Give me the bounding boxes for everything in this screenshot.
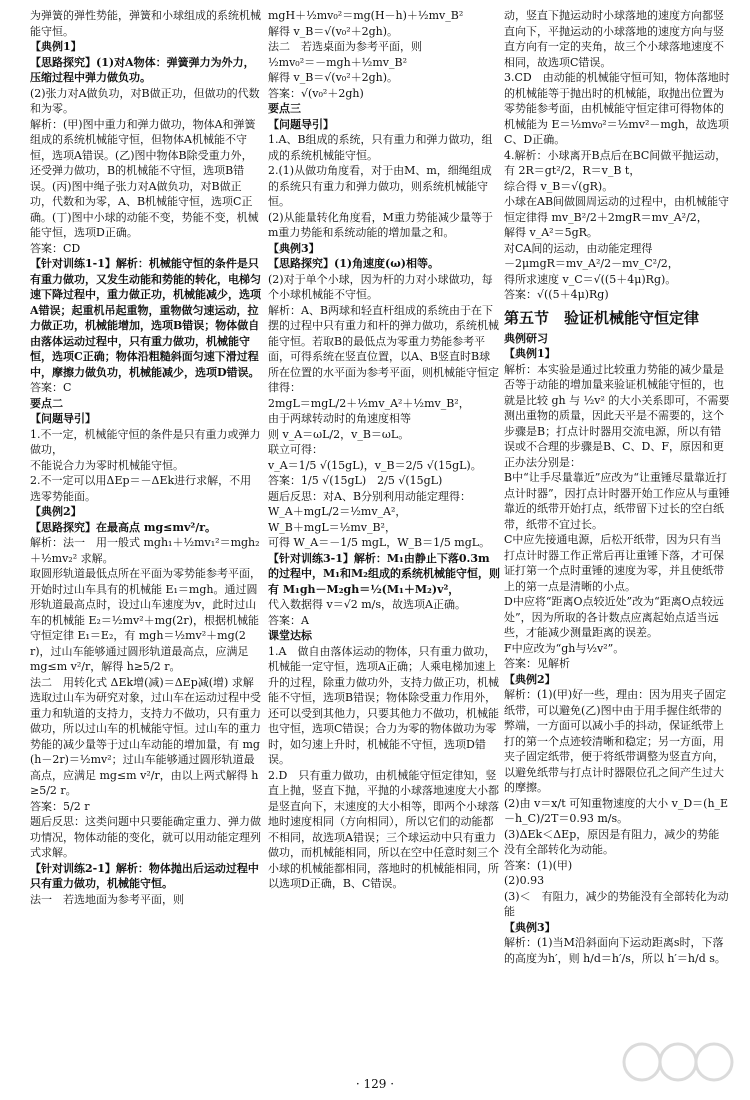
col2-paragraph: 【思路探究】(1)角速度(ω)相等。 xyxy=(268,257,439,270)
column-left xyxy=(30,8,262,1070)
col3-paragraph: 答案：√((5＋4μ)Rg) xyxy=(504,288,609,301)
col2-paragraph: 可得 W_A＝－1/5 mgL，W_B＝1/5 mgL。 xyxy=(268,536,491,549)
col3-paragraph: 动，竖直下抛运动时小球落地的速度方向都竖直向下，平抛运动的小球落地的速度方向与竖直方向有一定的夹角，故三个小球落地速度不相同，故选项C错误。 xyxy=(504,9,724,69)
col3-paragraph: －2μmgR＝mv_A²/2－mv_C²/2， xyxy=(504,257,679,270)
col2-paragraph: 法二 若选桌面为参考平面，则 xyxy=(268,40,422,53)
col2-paragraph: 解得 v_B＝√(v₀²＋2gh)。 xyxy=(268,24,399,38)
col3-paragraph: 得所求速度 v_C＝√((5＋4μ)Rg)。 xyxy=(504,272,677,286)
col2-paragraph: 联立可得： xyxy=(268,443,323,456)
col1-paragraph: 答案：C xyxy=(30,381,72,394)
col2-paragraph: 解得 v_B＝√(v₀²＋2gh)。 xyxy=(268,71,399,84)
col3-paragraph: D中应将“距离O点较近处”改为“距离O点较远处”，因为所取的各计数点应离起始点适当远些，才能减少测量距离的误差。 xyxy=(504,595,724,639)
col3-paragraph: 解析：本实验是通过比较重力势能的减少量是否等于动能的增加量来验证机械能守恒的，也就是比较 gh 与 ½v² 的大小关系即可，不需要测出重物的质量，因此天平是不需要的，这个步骤是B；打点计时器用交流电源，所以有错误或不合理的步骤是B、C、D、F，原因和更正办法分别是： xyxy=(504,362,730,469)
col1-paragraph: 1.不一定，机械能守恒的条件是只有重力或弹力做功， xyxy=(30,427,261,456)
col3-paragraph: 第五节 验证机械能守恒定律 xyxy=(504,308,700,327)
col3-paragraph: 解得 v_A²＝5gR。 xyxy=(504,226,598,239)
col3-paragraph: 综合得 v_B＝√(gR)。 xyxy=(504,179,614,193)
col2-paragraph: v_A＝1/5 √(15gL)，v_B＝2/5 √(15gL)。 xyxy=(268,458,482,472)
col2-paragraph: 课堂达标 xyxy=(268,629,312,642)
col3-paragraph: 答案：见解析 xyxy=(504,657,570,670)
col2-paragraph: (2)从能量转化角度看，M重力势能减少量等于m重力势能和系统动能的增加量之和。 xyxy=(268,210,493,239)
col2-paragraph: ½mv₀²＝－mgh＋½mv_B² xyxy=(268,55,407,69)
col2-paragraph: 1.A、B组成的系统，只有重力和弹力做功，组成的系统机械能守恒。 xyxy=(268,133,493,162)
col1-paragraph: 取圆形轨道最低点所在平面为零势能参考平面，开始时过山车具有的机械能 E₁＝mgh。通过圆形轨道最高点时，设过山车速度为v，此时过山车的机械能 E₂＝½mv²＋mg(2r)，根据机械能守恒定律 E₁＝E₂，有 mgh＝½mv²＋mg(2r)，过山车能够通过圆形轨道最高点，应满足 mg≤m v²/r，解得 h≥5/2 r。 xyxy=(30,567,261,673)
col2-paragraph: 则 v_A＝ωL/2，v_B＝ωL。 xyxy=(268,427,410,441)
col1-paragraph: 【问题导引】 xyxy=(30,412,96,425)
col2-paragraph: 【针对训练3-1】解析：M₁由静止下落0.3m的过程中，M₁和M₂组成的系统机械能守恒，则有 M₁gh－M₂gh＝½(M₁＋M₂)v²， xyxy=(268,551,500,596)
col1-paragraph: 【典例2】 xyxy=(30,505,82,518)
col1-paragraph: 为弹簧的弹性势能，弹簧和小球组成的系统机械能守恒。 xyxy=(30,9,261,38)
col3-paragraph: 【典例2】 xyxy=(504,672,556,686)
col2-paragraph: 由于两球转动时的角速度相等 xyxy=(268,412,411,425)
col1-paragraph: 不能说合力为零时机械能守恒。 xyxy=(30,458,184,472)
col3-paragraph: 解析：(1)(甲)好一些，理由：因为用夹子固定纸带，可以避免(乙)图中由于用手握住纸带的弊端，一方面可以减小手的抖动，保证纸带上打的第一个点迹较清晰和稳定；另一方面，用夹子固定纸带，便于将纸带调整为竖直方向，以避免纸带与打点计时器限位孔之间产生过大的摩擦。 xyxy=(504,688,727,794)
col3-paragraph: F中应改为“gh与½v²”。 xyxy=(504,641,625,655)
col3-paragraph: 小球在AB间做圆周运动的过程中，由机械能守恒定律得 mv_B²/2＋2mgR＝mv_A²/2， xyxy=(504,195,730,224)
col2-paragraph: 【问题导引】 xyxy=(268,117,334,131)
col2-paragraph: 2.D 只有重力做功，由机械能守恒定律知，竖直上抛，竖直下抛，平抛的小球落地速度大小都是竖直向下，末速度的大小相等，即两个小球落地时速度相同（方向相同），所以它们的动能都不相同，故选项A错误；三个球运动中只有重力做功，而机械能相同，所以在空中任意时刻三个小球的机械能都相同，落地时的机械能相同，所以选项D正确，B、C错误。 xyxy=(268,768,499,890)
col1-paragraph: 【针对训练1-1】解析：机械能守恒的条件是只有重力做功，又发生动能和势能的转化，电梯匀速下降过程中，重力做正功，机械能减少，选项A错误；起重机吊起重物，重物做匀速运动，拉力做正功，机械能增加，选项B错误；物体做自由落体运动过程中，只有重力做功，机械能守恒，选项C正确；物体沿粗糙斜面匀速下滑过程中，摩擦力做负功，机械能减少，选项D错误。 xyxy=(30,257,261,379)
col2-paragraph: 答案：√(v₀²＋2gh) xyxy=(268,86,364,100)
col2-paragraph: 解析：A、B两球和轻直杆组成的系统由于在下摆的过程中只有重力和杆的弹力做功，系统机械能守恒。若取B的最低点为零重力势能参考平面，可得系统在竖直位置，以A、B竖直时B球所在位置的水平面为参考平面，则机械能守恒定律得： xyxy=(268,303,499,394)
watermark-logo xyxy=(620,1032,740,1092)
col3-paragraph: (3)＜ 有阻力，减少的势能没有全部转化为动能 xyxy=(504,889,729,918)
col3-paragraph: (2)由 v＝x/t 可知重物速度的大小 v_D＝(h_E－h_C)/2T＝0.93 m/s。 xyxy=(504,796,729,825)
col2-paragraph: 【典例3】 xyxy=(268,241,320,255)
col2-paragraph: 代入数据得 v＝√2 m/s，故选项A正确。 xyxy=(268,598,466,611)
column-right xyxy=(504,8,730,1070)
column-middle xyxy=(268,8,500,1070)
col1-paragraph: 【针对训练2-1】解析：物体抛出后运动过程中只有重力做功，机械能守恒。 xyxy=(30,861,259,890)
col3-paragraph: 典例研习 xyxy=(504,331,548,345)
col1-paragraph: 选取过山车为研究对象，过山车在运动过程中受重力和轨道的支持力，支持力不做功，只有重力做功，所以过山车的机械能守恒。过山车的重力势能的减少量等于过山车动能的增加量，有 mg(h－2r)＝½mv²；过山车能够通过圆形轨道最高点，应满足 mg≤m v²/r，由以上两式解得 h≥5/2 r。 xyxy=(30,691,261,797)
col3-paragraph: 3.CD 由动能的机械能守恒可知，物体落地时的机械能等于抛出时的机械能，取抛出位置为零势能参考面，由机械能守恒定律可得物体的机械能为 E＝½mv₀²＝½mv²－mgh，故选项C、D正确。 xyxy=(504,71,730,146)
col3-paragraph: 解析：(1)当M沿斜面向下运动距离s时，下落的高度为h′，则 h/d＝h′/s，所以 h′＝h/d s。 xyxy=(504,936,726,965)
col2-paragraph: 答案：1/5 √(15gL) 2/5 √(15gL) xyxy=(268,474,443,487)
col1-paragraph: 题后反思：这类问题中只要能确定重力、弹力做功情况，物体动能的变化，就可以用动能定理列式求解。 xyxy=(30,815,261,859)
col2-paragraph: W_B＋mgL＝½mv_B²， xyxy=(268,520,396,534)
col3-paragraph: 4.解析：小球离开B点后在BC间做平抛运动，有 2R＝gt²/2，R＝v_B t， xyxy=(504,148,727,177)
col1-paragraph: 解析：法一 用一般式 mgh₁＋½mv₁²＝mgh₂＋½mv₂² 求解。 xyxy=(30,536,260,565)
col2-paragraph: 答案：A xyxy=(268,613,309,627)
col1-paragraph: 答案：5/2 r xyxy=(30,799,90,813)
col1-paragraph: 法一 若选地面为参考平面，则 xyxy=(30,892,184,906)
page-number: · 129 · xyxy=(355,1077,395,1091)
col3-paragraph: 对CA间的运动，由动能定理得 xyxy=(504,241,653,255)
col1-paragraph: 法二 用转化式 ΔEk增(减)＝ΔEp减(增) 求解 xyxy=(30,675,254,689)
col1-paragraph: 要点二 xyxy=(30,396,63,410)
col1-paragraph: 【思路探究】(1)对A物体：弹簧弹力为外力，压缩过程中弹力做负功。 xyxy=(30,55,255,84)
col3-paragraph: B中“让手尽量靠近”应改为“让重锤尽量靠近打点计时器”，因打点计时器开始工作应从与重锤靠近的纸带开始打点，纸带留下过长的空白纸带，纸带不宜过长。 xyxy=(504,471,730,531)
col3-paragraph: (3)ΔEk＜ΔEp，原因是有阻力，减少的势能没有全部转化为动能。 xyxy=(504,827,720,856)
col1-paragraph: (2)张力对A做负功，对B做正功，但做功的代数和为零。 xyxy=(30,86,260,115)
col3-paragraph: 答案：(1)(甲) xyxy=(504,858,573,872)
col2-paragraph: (2)对于单个小球，因为杆的力对小球做功，每个小球机械能不守恒。 xyxy=(268,272,493,301)
col3-paragraph: (2)0.93 xyxy=(504,874,545,887)
col2-paragraph: 2mgL＝mgL/2＋½mv_A²＋½mv_B²， xyxy=(268,396,470,410)
col3-paragraph: 【典例3】 xyxy=(504,920,556,934)
col1-paragraph: 2.不一定可以用ΔEp＝－ΔEk进行求解，不用选零势能面。 xyxy=(30,474,252,503)
col2-paragraph: 2.(1)从做功角度看，对于由M、m，细绳组成的系统只有重力和弹力做功，则系统机械能守恒。 xyxy=(268,164,492,208)
col3-paragraph: C中应先接通电源，后松开纸带，因为只有当打点计时器工作正常后再让重锤下落，才可保证打第一个点时重锤的速度为零，并且使纸带上的第一点是清晰的小点。 xyxy=(504,533,724,593)
col2-paragraph: 要点三 xyxy=(268,102,301,115)
col2-paragraph: 题后反思：对A、B分别利用动能定理得： xyxy=(268,489,472,503)
col2-paragraph: mgH＋½mv₀²＝mg(H－h)＋½mv_B² xyxy=(268,9,464,22)
col1-paragraph: 【典例1】 xyxy=(30,40,82,53)
col2-paragraph: 1.A 做自由落体运动的物体，只有重力做功，机械能一定守恒，选项A正确；人乘电梯加速上升的过程，除重力做功外，支持力做正功，机械能不守恒，选项B错误；物体除受重力作用外，还可以受到其他力，只要其他力不做功，机械能也守恒，选项C错误；合力为零的物体做功为零时，如匀速上升时，机械能不守恒，选项D错误。 xyxy=(268,644,499,766)
col2-paragraph: W_A＋mgL/2＝½mv_A²， xyxy=(268,505,407,518)
col3-paragraph: 【典例1】 xyxy=(504,347,556,360)
col1-paragraph: 【思路探究】在最高点 mg≤mv²/r。 xyxy=(30,520,217,534)
col1-paragraph: 答案：CD xyxy=(30,241,81,255)
col1-paragraph: 解析：(甲)图中重力和弹力做功，物体A和弹簧组成的系统机械能守恒，但物体A机械能不守恒，选项A错误。(乙)图中物体B除受重力外，还受弹力做功，B的机械能不守恒，选项B错误。(丙)图中绳子张力对A做负功，对B做正功，代数和为零，A、B机械能守恒，选项C正确。(丁)图中小球的动能不变，势能不变，机械能守恒，选项D正确。 xyxy=(30,117,259,239)
